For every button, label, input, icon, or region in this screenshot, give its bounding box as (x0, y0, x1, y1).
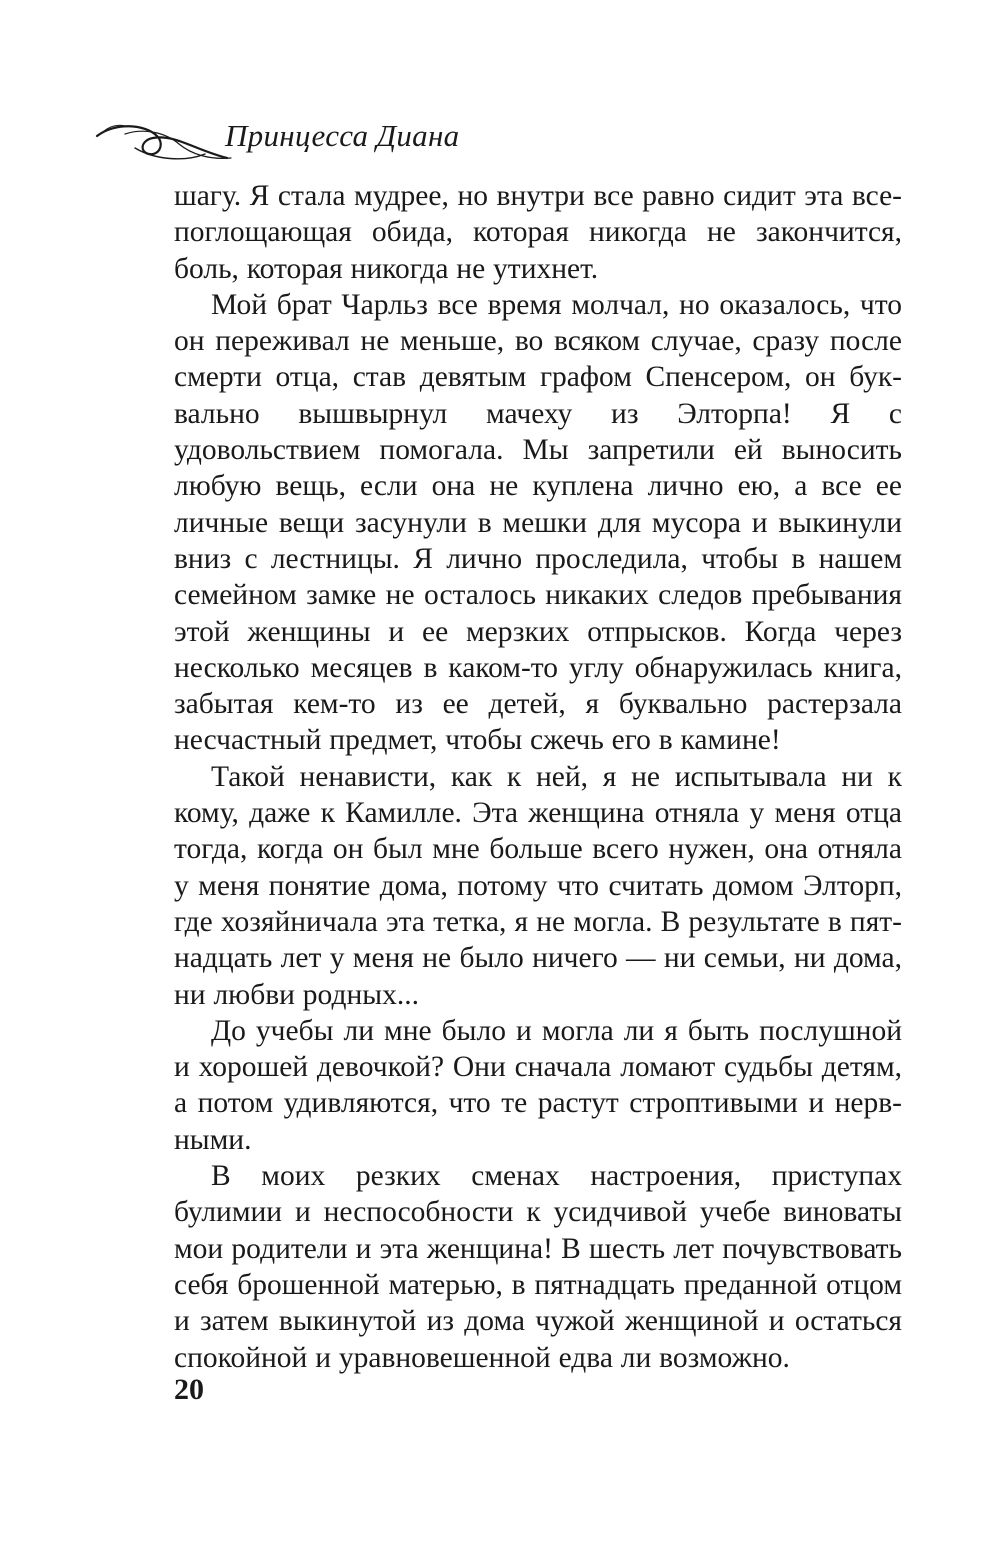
page-number: 20 (174, 1373, 204, 1406)
paragraph: В моих резких сменах настроения, приступах булимии и неспособности к усидчивой учебе виноваты мои родители и эта женщина! В шесть лет почувствовать себя брошенной матерью, в пятнадцать преданной отцом и затем выкинутой из дома чужой женщиной и остаться спокойной и уравновешенной едва ли возможно. (174, 1160, 902, 1374)
decorative-swirl-icon (95, 114, 235, 168)
running-title: Принцесса Диана (225, 118, 460, 153)
paragraph: Такой ненависти, как к ней, я не испытывала ни к кому, даже к Камилле. Эта женщина отняла у меня отца тогда, когда он был мне больше всего нужен, она отняла у меня понятие дома, потому что считать домом Элторп, где хозяйничала эта тетка, я не могла. В результате в пятнадцать лет у меня не было ничего — ни семьи, ни дома, ни любви родных... (174, 760, 902, 1011)
paragraph: До учебы ли мне было и могла ли я быть послушной и хорошей девочкой? Они сначала ломают судьбы детям, а потом удивляются, что те растут строптивыми и нервными. (174, 1014, 902, 1156)
running-header (95, 108, 555, 168)
paragraph: шагу. Я стала мудрее, но внутри все равно сидит эта всепоглощающая обида, которая никогда не закончится, боль, которая никогда не утихнет. (174, 180, 902, 285)
paragraph: Мой брат Чарльз все время молчал, но оказалось, что он переживал не меньше, во всяком случае, сразу после смерти отца, став девятым графом Спенсером, он буквально вышвырнул мачеху из Элторпа! Я с удовольствием помогала. Мы запретили ей выносить любую вещь, если она не куплена лично ею, а все ее личные вещи засунули в мешки для мусора и выкинули вниз с лестницы. Я лично проследила, чтобы в нашем семейном замке не осталось никаких следов пребывания этой женщины и ее мерзких отпрысков. Когда через несколько месяцев в каком-то углу обнаружилась книга, забытая кем-то из ее детей, я буквально растерзала несчастный предмет, чтобы сжечь его в камине! (174, 288, 902, 757)
body-text (174, 178, 902, 1376)
